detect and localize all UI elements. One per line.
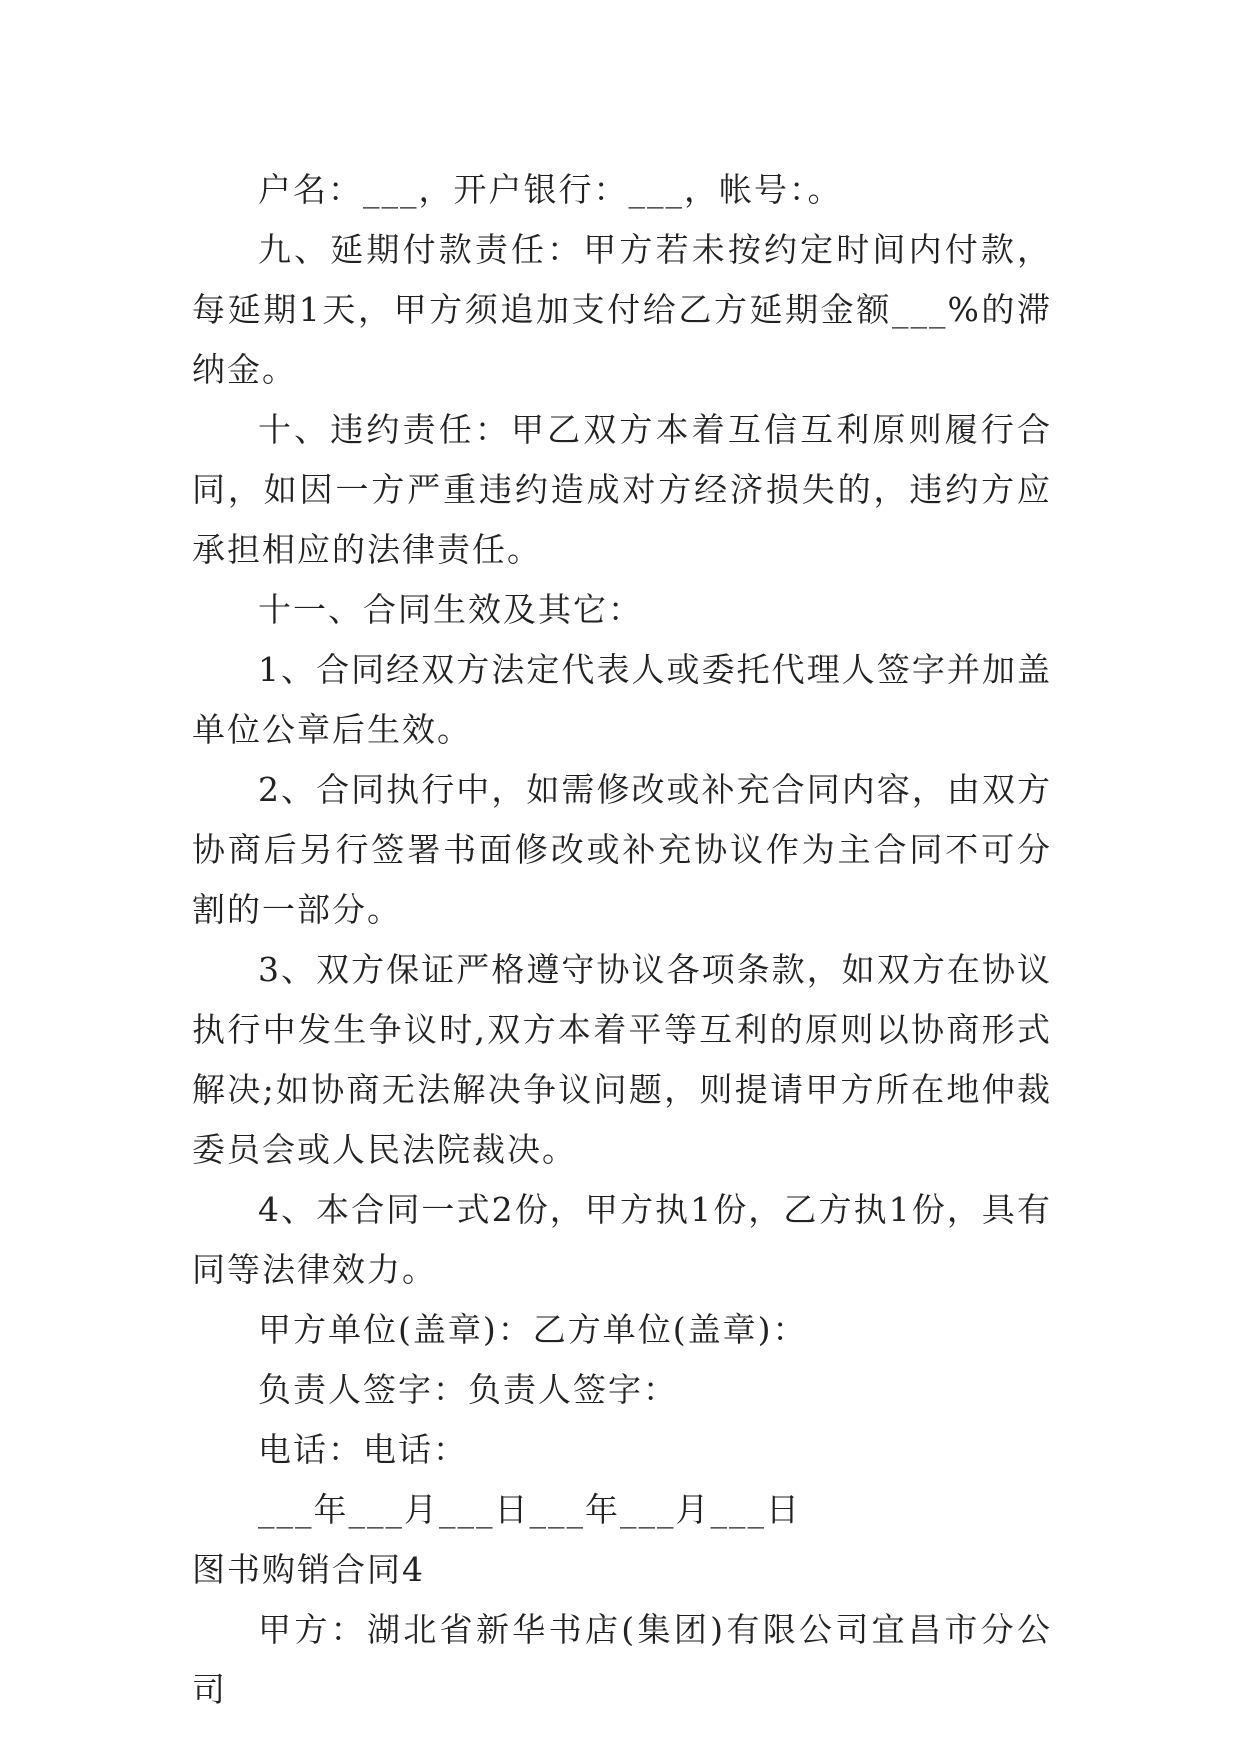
party-a-line: 甲方：湖北省新华书店(集团)有限公司宜昌市分公司 xyxy=(192,1610,1052,1709)
clause-effect-heading: 十一、合同生效及其它： xyxy=(258,590,643,629)
clause-late-payment: 九、延期付款责任：甲方若未按约定时间内付款，每延期1天，甲方须追加支付给乙方延期金额___%的滞纳金。 xyxy=(192,230,1052,389)
clause-effect-item-1: 1、合同经双方法定代表人或委托代理人签字并加盖单位公章后生效。 xyxy=(192,650,1052,749)
clause-effect-item-3: 3、双方保证严格遵守协议各项条款，如双方在协议执行中发生争议时,双方本着平等互利的原则以协商形式解决;如协商无法解决争议问题，则提请甲方所在地仲裁委员会或人民法院裁决。 xyxy=(192,950,1052,1169)
document-body xyxy=(192,160,1052,1720)
signature-date-line: ___年___月___日___年___月___日 xyxy=(258,1490,801,1529)
signature-person-line: 负责人签字：负责人签字： xyxy=(258,1370,678,1409)
payment-account-line: 户名：___，开户银行：___，帐号：。 xyxy=(258,170,843,209)
clause-effect-item-4: 4、本合同一式2份，甲方执1份，乙方执1份，具有同等法律效力。 xyxy=(192,1190,1052,1289)
clause-effect-item-2: 2、合同执行中，如需修改或补充合同内容，由双方协商后另行签署书面修改或补充协议作为主合同不可分割的一部分。 xyxy=(192,770,1052,929)
section-title: 图书购销合同4 xyxy=(192,1550,425,1589)
signature-phone-line: 电话：电话： xyxy=(258,1430,468,1469)
signature-unit-line: 甲方单位(盖章)：乙方单位(盖章)： xyxy=(258,1310,808,1349)
clause-breach: 十、违约责任：甲乙双方本着互信互利原则履行合同，如因一方严重违约造成对方经济损失的，违约方应承担相应的法律责任。 xyxy=(192,410,1052,569)
